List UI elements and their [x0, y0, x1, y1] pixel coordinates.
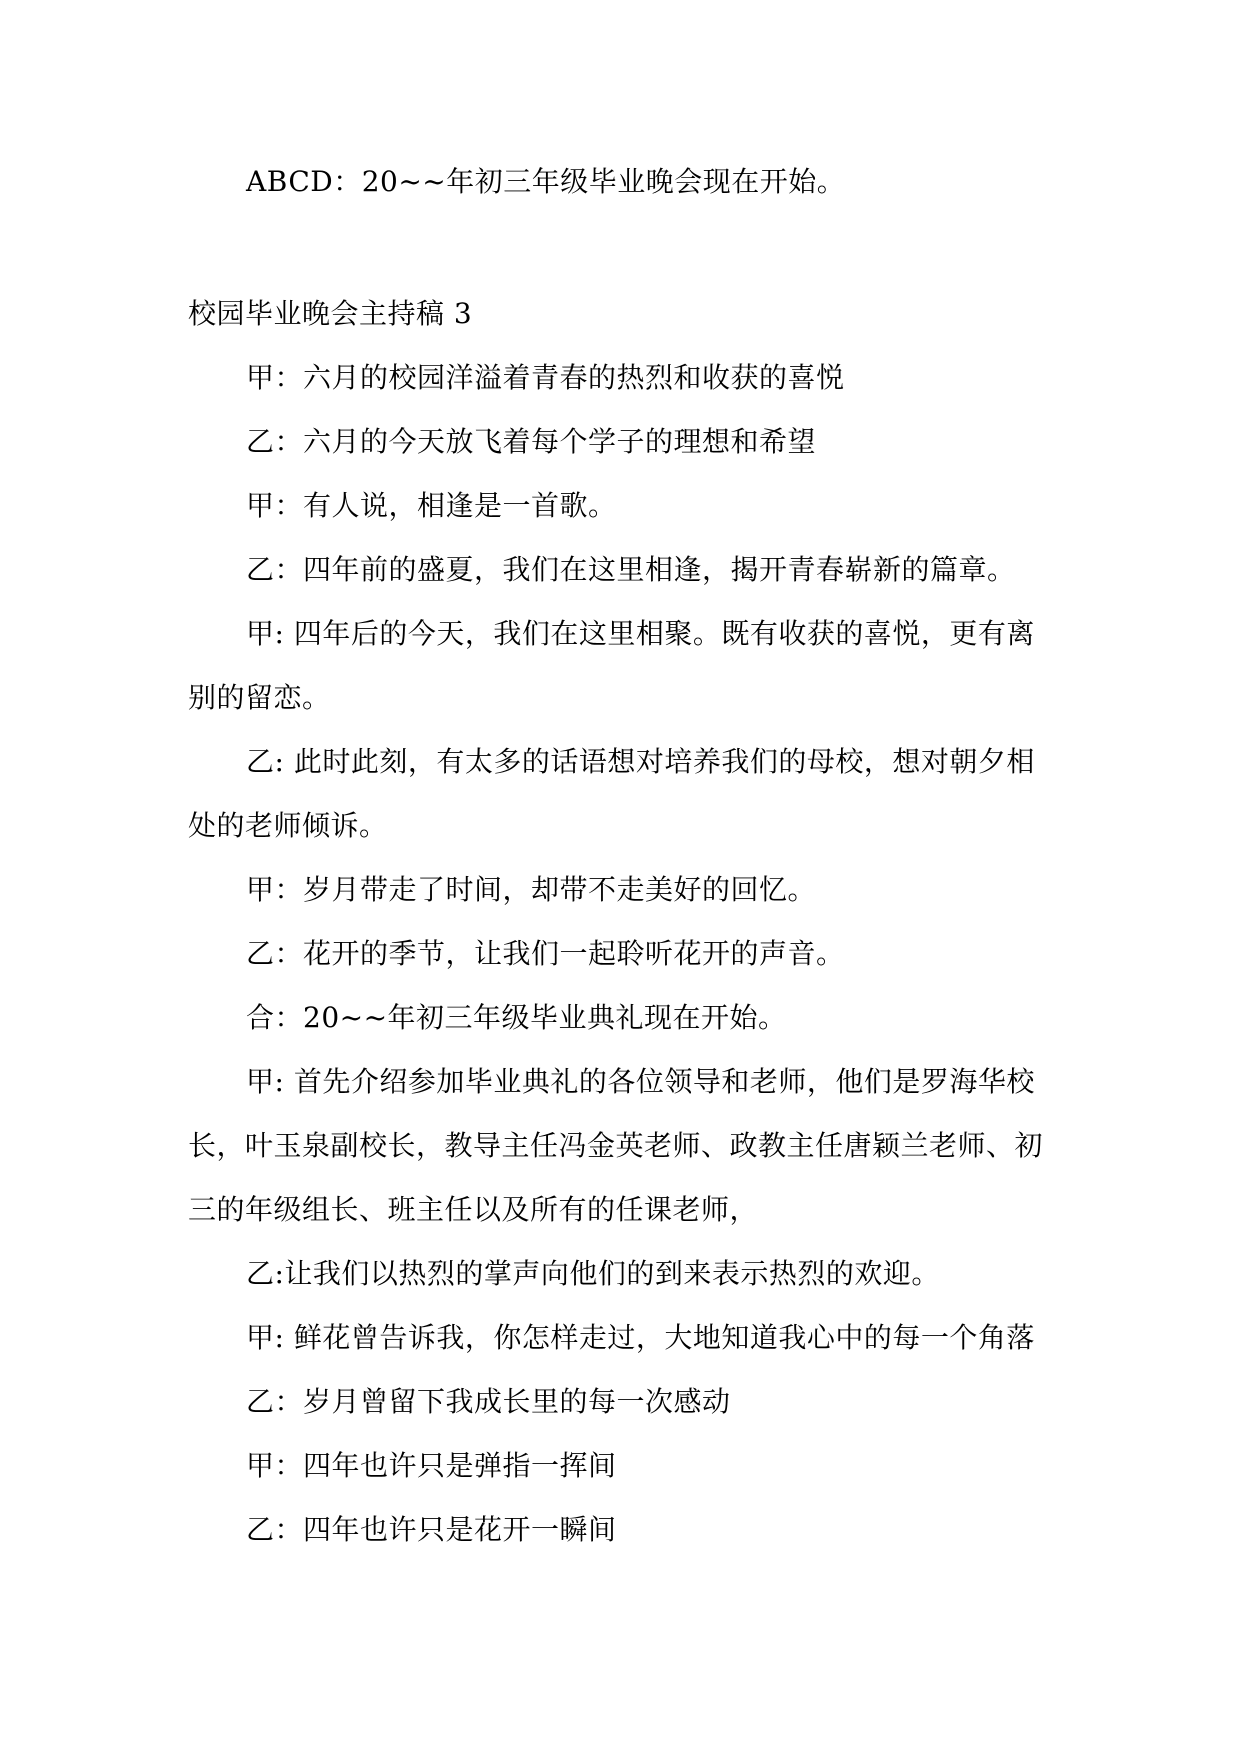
paragraph-line: 乙：六月的今天放飞着每个学子的理想和希望 — [246, 425, 817, 458]
paragraph-line: 长，叶玉泉副校长，教导主任冯金英老师、政教主任唐颖兰老师、初 — [188, 1129, 1044, 1162]
section-title: 校园毕业晚会主持稿 3 — [188, 297, 473, 330]
paragraph-line: 甲: 首先介绍参加毕业典礼的各位领导和老师，他们是罗海华校 — [246, 1065, 1035, 1098]
paragraph-line: 甲：四年也许只是弹指一挥间 — [246, 1449, 617, 1482]
paragraph-line: 乙: 此时此刻，有太多的话语想对培养我们的母校，想对朝夕相 — [246, 745, 1035, 778]
paragraph-line: 乙：四年前的盛夏，我们在这里相逢，揭开青春崭新的篇章。 — [246, 553, 1016, 586]
paragraph-line: 合：20~~年初三年级毕业典礼现在开始。 — [246, 1001, 787, 1034]
paragraph-line: 甲：岁月带走了时间，却带不走美好的回忆。 — [246, 873, 817, 906]
paragraph-line: 三的年级组长、班主任以及所有的任课老师， — [188, 1193, 759, 1226]
paragraph-line: 乙：四年也许只是花开一瞬间 — [246, 1513, 617, 1546]
paragraph-line: 甲：有人说，相逢是一首歌。 — [246, 489, 617, 522]
paragraph-line: 处的老师倾诉。 — [188, 809, 388, 842]
paragraph-line: 甲：六月的校园洋溢着青春的热烈和收获的喜悦 — [246, 361, 845, 394]
paragraph-line: 乙：岁月曾留下我成长里的每一次感动 — [246, 1385, 731, 1418]
paragraph-line: 别的留恋。 — [188, 681, 331, 714]
paragraph-line: 甲: 四年后的今天，我们在这里相聚。既有收获的喜悦，更有离 — [246, 617, 1035, 650]
paragraph-line: 乙:让我们以热烈的掌声向他们的到来表示热烈的欢迎。 — [246, 1257, 940, 1290]
opening-line: ABCD：20~~年初三年级毕业晚会现在开始。 — [246, 165, 846, 198]
paragraph-line: 乙：花开的季节，让我们一起聆听花开的声音。 — [246, 937, 845, 970]
paragraph-line: 甲: 鲜花曾告诉我，你怎样走过，大地知道我心中的每一个角落 — [246, 1321, 1035, 1354]
